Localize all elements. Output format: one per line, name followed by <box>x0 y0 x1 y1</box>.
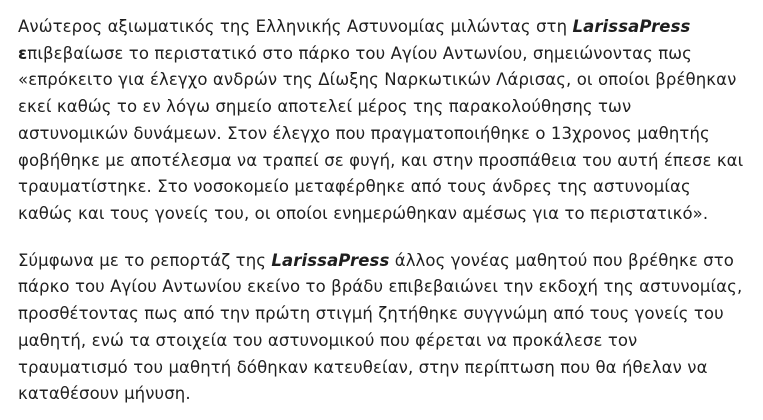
paragraph-1 <box>18 14 745 228</box>
paragraph-text: Σύμφωνα με το ρεπορτάζ της <box>18 250 272 270</box>
paragraph-text: πιβεβαίωσε το περιστατικό στο πάρκο του Αγίου Αντωνίου, σημειώνοντας πως «επρόκειτο για έλεγχο ανδρών της Δίωξης Ναρκωτικών Λάρισας, οι οποίοι βρέθηκαν εκεί καθώς το εν λόγω σημείο αποτελεί μέρος της παρακολούθησης των αστυνομικών δυνάμεων. Στον έλεγχο που πραγματοποιήθηκε ο 13χρονος μαθητής φοβήθηκε με αποτέλεσμα να τραπεί σε φυγή, και στην προσπάθεια του αυτή έπεσε και τραυματίστηκε. Στο νοσοκομείο μεταφέρθηκε από τους άνδρες της αστυνομίας καθώς και τους γονείς του, οι οποίοι ενημερώθηκαν αμέσως για το περιστατικό». <box>18 43 744 224</box>
paragraph-text: άλλος γονέας μαθητού που βρέθηκε στο πάρκο του Αγίου Αντωνίου εκείνο το βράδυ επιβεβαιώνει την εκδοχή της αστυνομίας, προσθέτοντας πως από την πρώτη στιγμή ζητήθηκε συγγνώμη από τους γονείς του μαθητή, ενώ τα στοιχεία του αστυνομικού που φέρεται να προκάλεσε τον τραυματισμό του μαθητή δόθηκαν κατευθείαν, στην περίπτωση που θα ήθελαν να καταθέσουν μήνυση. <box>18 250 743 404</box>
paragraph-2 <box>18 248 745 408</box>
publication-name: LarissaPress <box>572 17 691 36</box>
publication-name: LarissaPress <box>271 250 390 270</box>
paragraph-text: Ανώτερος αξιωματικός της Ελληνικής Αστυνομίας μιλώντας στη <box>18 17 573 36</box>
emphasized-text: ε <box>18 43 28 63</box>
